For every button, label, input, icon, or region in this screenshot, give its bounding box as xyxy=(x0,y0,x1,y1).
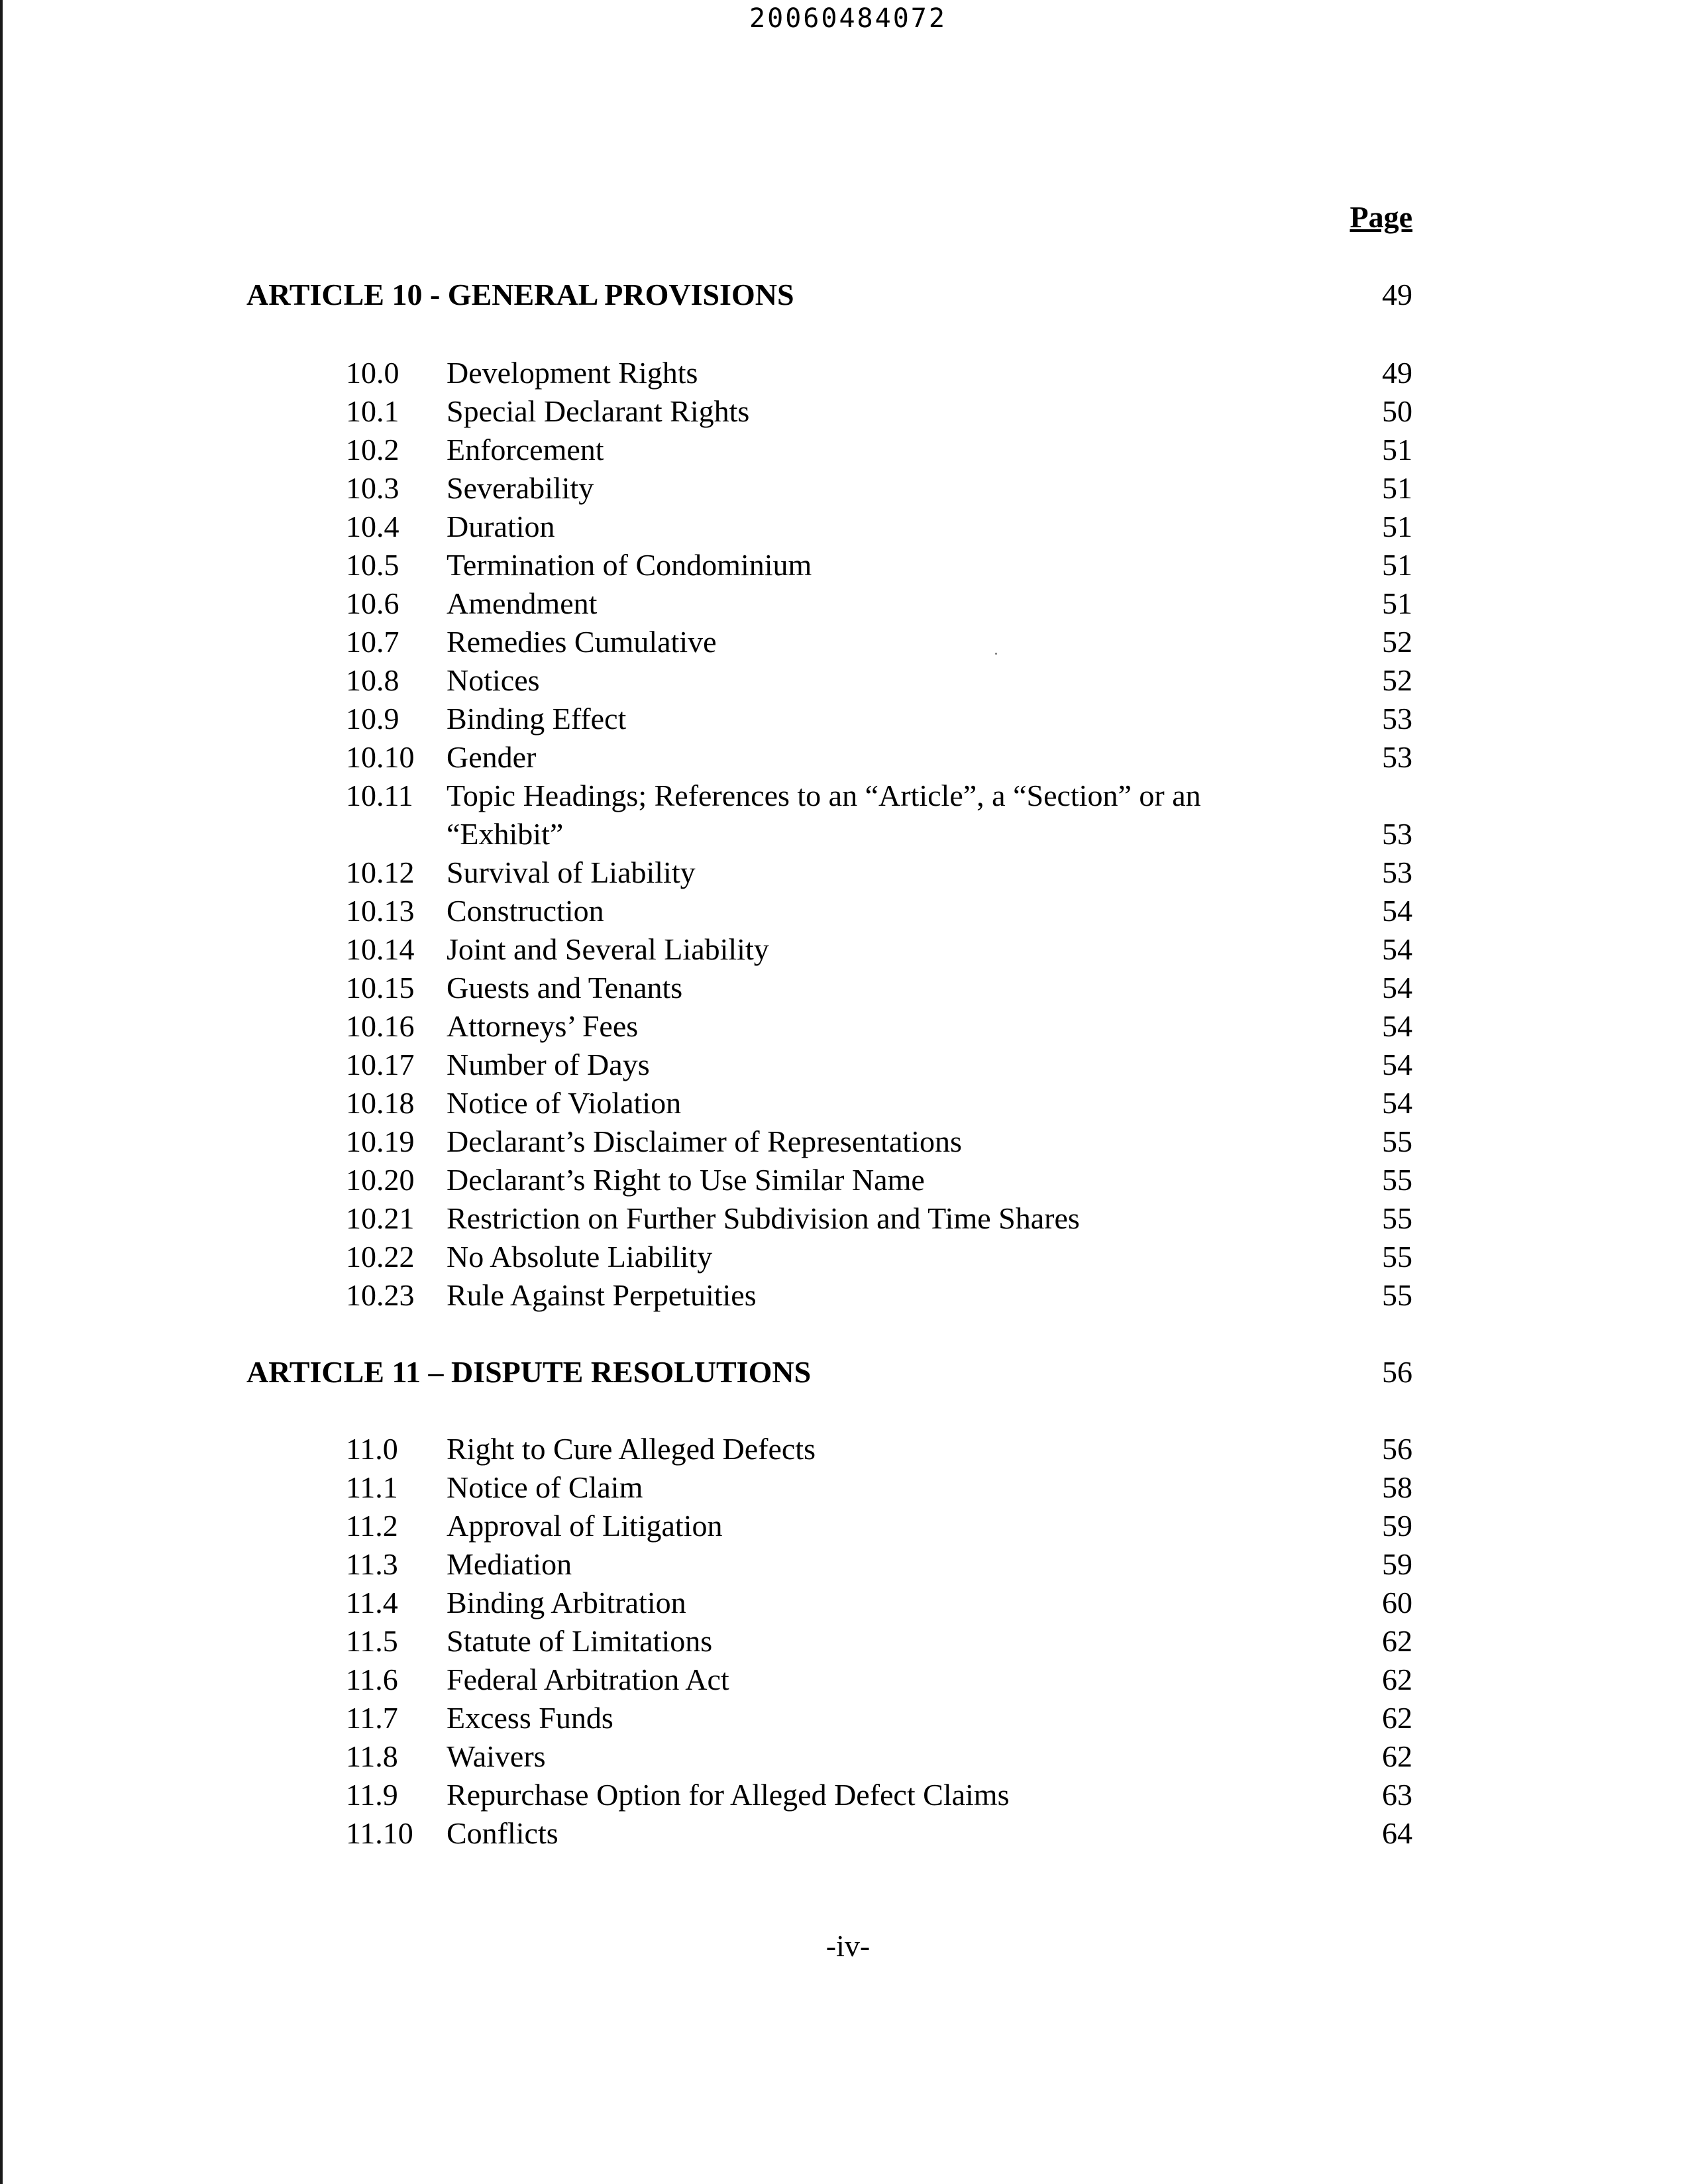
entry-page: 64 xyxy=(1382,1816,1412,1850)
entry-title: Duration xyxy=(447,510,555,543)
entry-title: Statute of Limitations xyxy=(447,1624,713,1658)
entry-page: 56 xyxy=(1382,1432,1412,1466)
toc-entry xyxy=(346,1007,1412,1046)
entry-page: 51 xyxy=(1382,586,1412,620)
entry-page: 54 xyxy=(1382,894,1412,928)
entry-title: Waivers xyxy=(447,1739,546,1773)
entry-title: Survival of Liability xyxy=(447,855,696,889)
entry-title: Mediation xyxy=(447,1547,572,1581)
entry-page: 54 xyxy=(1382,971,1412,1005)
entry-title: Repurchase Option for Alleged Defect Claims xyxy=(447,1778,1010,1812)
entry-number: 10.0 xyxy=(346,356,399,390)
entry-number: 10.8 xyxy=(346,663,399,697)
entry-title: Right to Cure Alleged Defects xyxy=(447,1432,816,1466)
toc-entry xyxy=(346,623,1412,661)
entry-number: 11.5 xyxy=(346,1624,398,1658)
article-11-entries xyxy=(346,1430,1412,1853)
toc-entry xyxy=(346,853,1412,892)
entry-title: Number of Days xyxy=(447,1048,650,1081)
entry-number: 11.1 xyxy=(346,1470,398,1504)
entry-title: Notices xyxy=(447,663,540,697)
entry-number: 10.5 xyxy=(346,548,399,582)
toc-entry xyxy=(346,969,1412,1007)
entry-number: 10.23 xyxy=(346,1278,415,1312)
toc-entry xyxy=(346,1084,1412,1122)
toc-entry xyxy=(346,738,1412,777)
toc-entry xyxy=(346,584,1412,623)
entry-page: 53 xyxy=(1382,702,1412,736)
entry-title: Restriction on Further Subdivision and Time Shares xyxy=(447,1201,1080,1235)
entry-title: Severability xyxy=(447,471,594,505)
entry-title: Development Rights xyxy=(447,356,698,390)
article-title: ARTICLE 11 – DISPUTE RESOLUTIONS xyxy=(246,1355,812,1389)
toc-entry xyxy=(346,1661,1412,1699)
entry-title: Declarant’s Right to Use Similar Name xyxy=(447,1163,925,1197)
entry-page: 51 xyxy=(1382,471,1412,505)
toc-entry xyxy=(346,1622,1412,1661)
entry-page: 55 xyxy=(1382,1163,1412,1197)
entry-number: 11.0 xyxy=(346,1432,398,1466)
entry-number: 11.6 xyxy=(346,1663,398,1696)
article-title: ARTICLE 10 - GENERAL PROVISIONS xyxy=(246,278,794,311)
entry-number: 10.22 xyxy=(346,1240,415,1274)
entry-title: Conflicts xyxy=(447,1816,558,1850)
entry-page: 52 xyxy=(1382,663,1412,697)
entry-number: 10.7 xyxy=(346,625,399,659)
entry-page: 51 xyxy=(1382,548,1412,582)
entry-number: 10.20 xyxy=(346,1163,415,1197)
entry-number: 11.2 xyxy=(346,1509,398,1543)
entry-title: Remedies Cumulative xyxy=(447,625,717,659)
toc-entry xyxy=(346,354,1412,392)
scan-left-border xyxy=(0,0,3,2184)
entry-page: 55 xyxy=(1382,1278,1412,1312)
toc-entry xyxy=(346,1584,1412,1622)
toc-entry xyxy=(346,1238,1412,1276)
entry-page: 58 xyxy=(1382,1470,1412,1504)
entry-page: 53 xyxy=(1382,855,1412,889)
entry-number: 10.6 xyxy=(346,586,399,620)
toc-entry xyxy=(346,392,1412,431)
entry-title: Rule Against Perpetuities xyxy=(447,1278,757,1312)
entry-page: 49 xyxy=(1382,356,1412,390)
toc-entry xyxy=(346,1199,1412,1238)
entry-title: Termination of Condominium xyxy=(447,548,812,582)
entry-title: Federal Arbitration Act xyxy=(447,1663,729,1696)
entry-number: 11.8 xyxy=(346,1739,398,1773)
entry-page: 51 xyxy=(1382,510,1412,543)
entry-title: Topic Headings; References to an “Article”, a “Section” or an “Exhibit” xyxy=(447,779,1201,851)
entry-number: 10.1 xyxy=(346,394,399,428)
entry-number: 10.18 xyxy=(346,1086,415,1120)
footer-page-number: -iv- xyxy=(825,1929,871,1963)
entry-page: 62 xyxy=(1382,1624,1412,1658)
entry-page: 54 xyxy=(1382,1086,1412,1120)
entry-title: Guests and Tenants xyxy=(447,971,683,1005)
entry-number: 11.10 xyxy=(346,1816,413,1850)
entry-title: Special Declarant Rights xyxy=(447,394,750,428)
entry-page: 59 xyxy=(1382,1547,1412,1581)
toc-entry xyxy=(346,1814,1412,1853)
toc-entry xyxy=(346,546,1412,584)
entry-number: 10.13 xyxy=(346,894,415,928)
entry-number: 10.9 xyxy=(346,702,399,736)
toc-entry xyxy=(346,1545,1412,1584)
entry-page: 50 xyxy=(1382,394,1412,428)
toc-entry xyxy=(346,1430,1412,1468)
entry-number: 11.9 xyxy=(346,1778,398,1812)
entry-page: 53 xyxy=(1382,817,1412,851)
article-page: 49 xyxy=(1382,278,1412,311)
entry-number: 10.2 xyxy=(346,433,399,466)
entry-number: 10.21 xyxy=(346,1201,415,1235)
toc-entry xyxy=(346,508,1412,546)
article-page: 56 xyxy=(1382,1355,1412,1389)
page-column-heading: Page xyxy=(1350,200,1412,234)
entry-page: 60 xyxy=(1382,1586,1412,1619)
document-number: 20060484072 xyxy=(749,3,947,34)
entry-page: 53 xyxy=(1382,740,1412,774)
entry-title: Construction xyxy=(447,894,604,928)
entry-number: 10.12 xyxy=(346,855,415,889)
entry-title: Binding Arbitration xyxy=(447,1586,686,1619)
toc-entry xyxy=(346,892,1412,930)
toc-entry xyxy=(346,1737,1412,1776)
entry-number: 11.7 xyxy=(346,1701,398,1735)
toc-entry xyxy=(346,930,1412,969)
entry-page: 51 xyxy=(1382,433,1412,466)
entry-title: Approval of Litigation xyxy=(447,1509,723,1543)
entry-page: 54 xyxy=(1382,1009,1412,1043)
toc-entry xyxy=(346,777,1412,853)
article-10-entries xyxy=(346,354,1412,1315)
entry-page: 54 xyxy=(1382,932,1412,966)
entry-title: No Absolute Liability xyxy=(447,1240,713,1274)
toc-entry xyxy=(346,1161,1412,1199)
entry-title: Gender xyxy=(447,740,537,774)
entry-page: 52 xyxy=(1382,625,1412,659)
entry-title: Notice of Violation xyxy=(447,1086,682,1120)
entry-page: 55 xyxy=(1382,1124,1412,1158)
toc-entry xyxy=(346,1276,1412,1315)
entry-title: Declarant’s Disclaimer of Representations xyxy=(447,1124,962,1158)
entry-number: 10.10 xyxy=(346,740,415,774)
toc-entry xyxy=(346,1046,1412,1084)
entry-page: 55 xyxy=(1382,1240,1412,1274)
entry-page: 62 xyxy=(1382,1701,1412,1735)
entry-page: 59 xyxy=(1382,1509,1412,1543)
entry-title: Notice of Claim xyxy=(447,1470,643,1504)
entry-number: 10.16 xyxy=(346,1009,415,1043)
toc-entry xyxy=(346,431,1412,469)
toc-entry xyxy=(346,700,1412,738)
toc-entry xyxy=(346,1468,1412,1507)
toc-entry xyxy=(346,1699,1412,1737)
entry-page: 62 xyxy=(1382,1739,1412,1773)
entry-title: Excess Funds xyxy=(447,1701,613,1735)
entry-title: Attorneys’ Fees xyxy=(447,1009,639,1043)
entry-title: Amendment xyxy=(447,586,598,620)
entry-title: Enforcement xyxy=(447,433,604,466)
entry-number: 10.15 xyxy=(346,971,415,1005)
entry-title: Binding Effect xyxy=(447,702,627,736)
entry-number: 10.17 xyxy=(346,1048,415,1081)
toc-entry xyxy=(346,1122,1412,1161)
entry-page: 55 xyxy=(1382,1201,1412,1235)
entry-page: 63 xyxy=(1382,1778,1412,1812)
entry-number: 10.14 xyxy=(346,932,415,966)
toc-entry xyxy=(346,469,1412,508)
entry-number: 10.3 xyxy=(346,471,399,505)
entry-page: 62 xyxy=(1382,1663,1412,1696)
entry-number: 10.4 xyxy=(346,510,399,543)
entry-number: 11.3 xyxy=(346,1547,398,1581)
scan-speck xyxy=(995,653,997,655)
toc-entry xyxy=(346,661,1412,700)
toc-entry xyxy=(346,1776,1412,1814)
entry-number: 11.4 xyxy=(346,1586,398,1619)
entry-number: 10.11 xyxy=(346,779,413,812)
entry-page: 54 xyxy=(1382,1048,1412,1081)
toc-entry xyxy=(346,1507,1412,1545)
entry-title: Joint and Several Liability xyxy=(447,932,769,966)
entry-number: 10.19 xyxy=(346,1124,415,1158)
